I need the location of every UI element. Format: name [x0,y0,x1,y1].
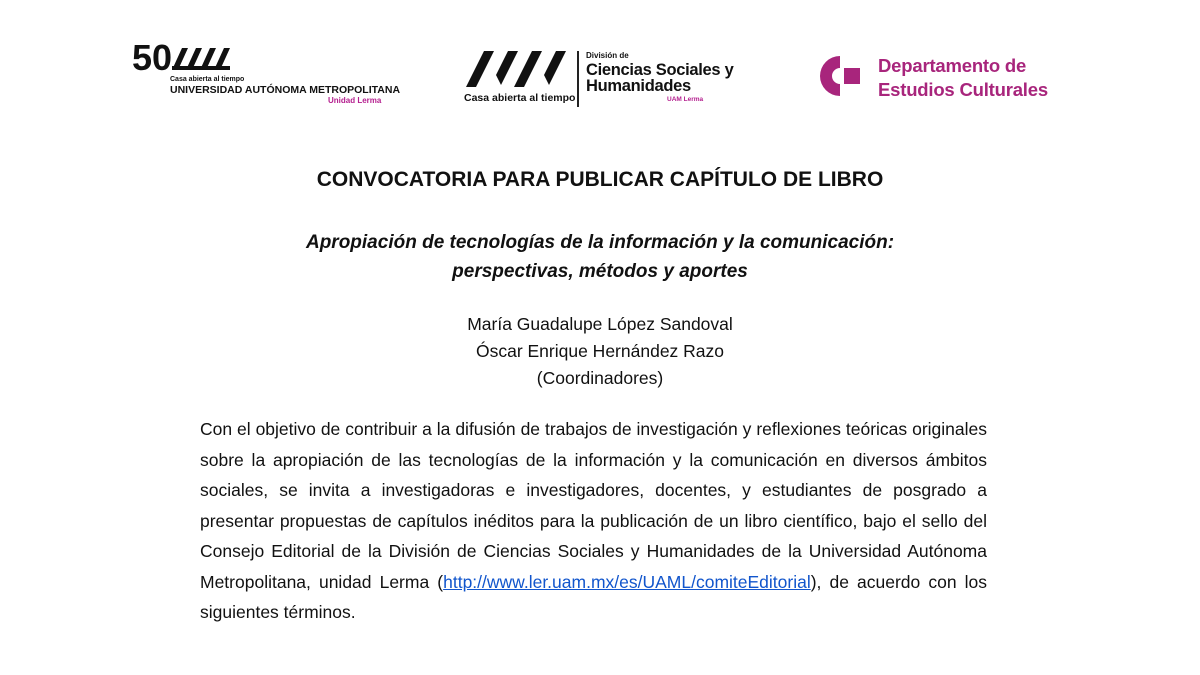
coordinator-name-2: Óscar Enrique Hernández Razo [475,341,725,361]
editorial-committee-link[interactable]: http://www.ler.uam.mx/es/UAML/comiteEditorial [443,571,811,592]
department-name-line2: Estudios Culturales [878,79,1048,100]
uam-50-emblem-icon [130,38,240,78]
logo-50-numeral: 50 [132,38,173,78]
uam-emblem-icon [462,45,574,91]
logo-unit-name: Unidad Lerma [328,96,382,105]
uam-50-logo [130,38,400,110]
paragraph-text-before-link: Con el objetivo de contribuir a la difusión de trabajos de investigación y reflexiones teóricas originales sobre la apropiación de las tecnologías de la información y la comunicación en diversos ámbitos sociales, se invita a investigadoras e investigadores, docentes, y estudiantes de posgrado a presentar propuestas de capítulos inéditos para la publicación de un libro científico, bajo el sello del Consejo Editorial de la División de Ciencias Sociales y Humanidades de la Universidad Autónoma Metropolitana, unidad Lerma ( [200,419,987,592]
campus-label: UAM Lerma [667,96,704,103]
department-name-line1: Departamento de [878,55,1027,76]
logo-tagline: Casa abierta al tiempo [170,76,245,83]
division-label: División de [586,51,629,60]
paragraph-text-after-link: ), de acuerdo con los siguientes términos. [200,571,988,622]
dec-logo [816,52,1076,104]
logo-divider [577,51,579,107]
department-c-icon [816,52,866,100]
division-name-line2: Humanidades [586,77,691,95]
dcsh-logo [462,45,737,115]
book-title-line1: Apropiación de tecnologías de la información y la comunicación: [305,232,895,253]
coordinators-role: (Coordinadores) [536,368,664,388]
call-description-paragraph [200,414,987,628]
coordinator-name-1: María Guadalupe López Sandoval [467,314,733,334]
coordinators-block [0,311,1200,392]
book-title [0,228,1200,286]
center-logo-tagline: Casa abierta al tiempo [464,92,576,104]
division-name-line1: Ciencias Sociales y [586,61,734,79]
book-title-line2: perspectivas, métodos y aportes [452,261,748,282]
call-heading: CONVOCATORIA PARA PUBLICAR CAPÍTULO DE LIBRO [316,168,884,191]
logo-institution-name: UNIVERSIDAD AUTÓNOMA METROPOLITANA [170,84,401,96]
